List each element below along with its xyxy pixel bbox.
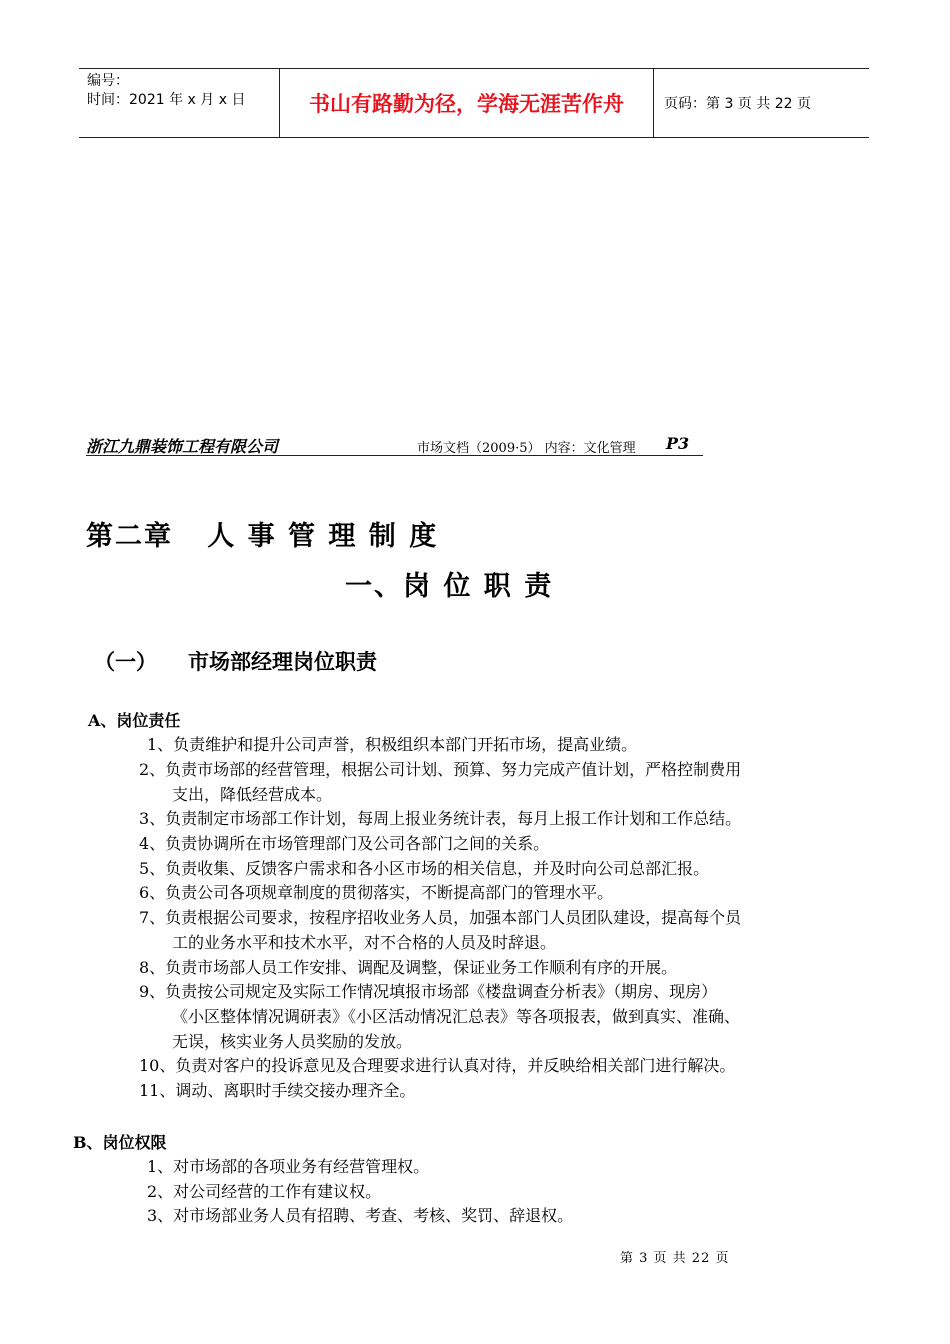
list-item: 3、负责制定市场部工作计划，每周上报业务统计表，每月上报工作计划和工作总结。 <box>139 809 742 828</box>
section-a-heading: A、岗位责任 <box>88 711 181 730</box>
list-item-continuation: 无误，核实业务人员奖励的发放。 <box>172 1032 413 1051</box>
list-item: 4、负责协调所在市场管理部门及公司各部门之间的关系。 <box>139 834 550 853</box>
section-b-heading: B、岗位权限 <box>73 1133 167 1152</box>
doc-info: 市场文档（2009·5） 内容：文化管理 <box>417 441 636 456</box>
time-label: 时间：2021 年 x 月 x 日 <box>87 92 246 108</box>
list-item: 2、负责市场部的经营管理，根据公司计划、预算、努力完成产值计划，严格控制费用 <box>139 760 742 779</box>
subsection-title <box>94 646 377 676</box>
motto: 书山有路勤为径，学海无涯苦作舟 <box>280 69 654 137</box>
list-item: 6、负责公司各项规章制度的贯彻落实，不断提高部门的管理水平。 <box>139 883 614 902</box>
list-item: 1、负责维护和提升公司声誉，积极组织本部门开拓市场，提高业绩。 <box>147 735 638 754</box>
company-name: 浙江九鼎装饰工程有限公司 <box>86 437 279 456</box>
page-footer: 第 3 页 共 22 页 <box>620 1251 730 1266</box>
list-item: 5、负责收集、反馈客户需求和各小区市场的相关信息，并及时向公司总部汇报。 <box>139 859 710 878</box>
subsection-text: 市场部经理岗位职责 <box>188 650 377 674</box>
list-item-continuation: 工的业务水平和技术水平，对不合格的人员及时辞退。 <box>172 933 557 952</box>
section-title: 一、岗 位 职 责 <box>345 571 554 602</box>
document-header <box>79 68 869 138</box>
running-head <box>86 434 703 456</box>
list-item: 3、对市场部业务人员有招聘、考查、考核、奖罚、辞退权。 <box>147 1206 574 1225</box>
list-item: 2、对公司经营的工作有建议权。 <box>147 1182 382 1201</box>
list-item: 7、负责根据公司要求，按程序招收业务人员，加强本部门人员团队建设，提高每个员 <box>139 908 742 927</box>
list-item: 8、负责市场部人员工作安排、调配及调整，保证业务工作顺利有序的开展。 <box>139 958 678 977</box>
list-item: 9、负责按公司规定及实际工作情况填报市场部《楼盘调查分析表》（期房、现房） <box>139 982 718 1001</box>
header-meta <box>79 69 280 137</box>
header-page-info: 页码：第 3 页 共 22 页 <box>664 96 811 112</box>
subsection-number: （一） <box>94 650 157 674</box>
number-label: 编号： <box>87 73 129 89</box>
list-item: 1、对市场部的各项业务有经营管理权。 <box>147 1157 430 1176</box>
list-item-continuation: 《小区整体情况调研表》《小区活动情况汇总表》等各项报表，做到真实、准确、 <box>172 1007 741 1026</box>
list-item-continuation: 支出，降低经营成本。 <box>172 785 333 804</box>
list-item: 10、负责对客户的投诉意见及合理要求进行认真对待，并反映给相关部门进行解决。 <box>139 1056 736 1075</box>
list-item: 11、调动、离职时手续交接办理齐全。 <box>139 1081 416 1100</box>
running-page-number: P3 <box>666 434 690 453</box>
chapter-title: 第二章 人 事 管 理 制 度 <box>86 521 439 552</box>
